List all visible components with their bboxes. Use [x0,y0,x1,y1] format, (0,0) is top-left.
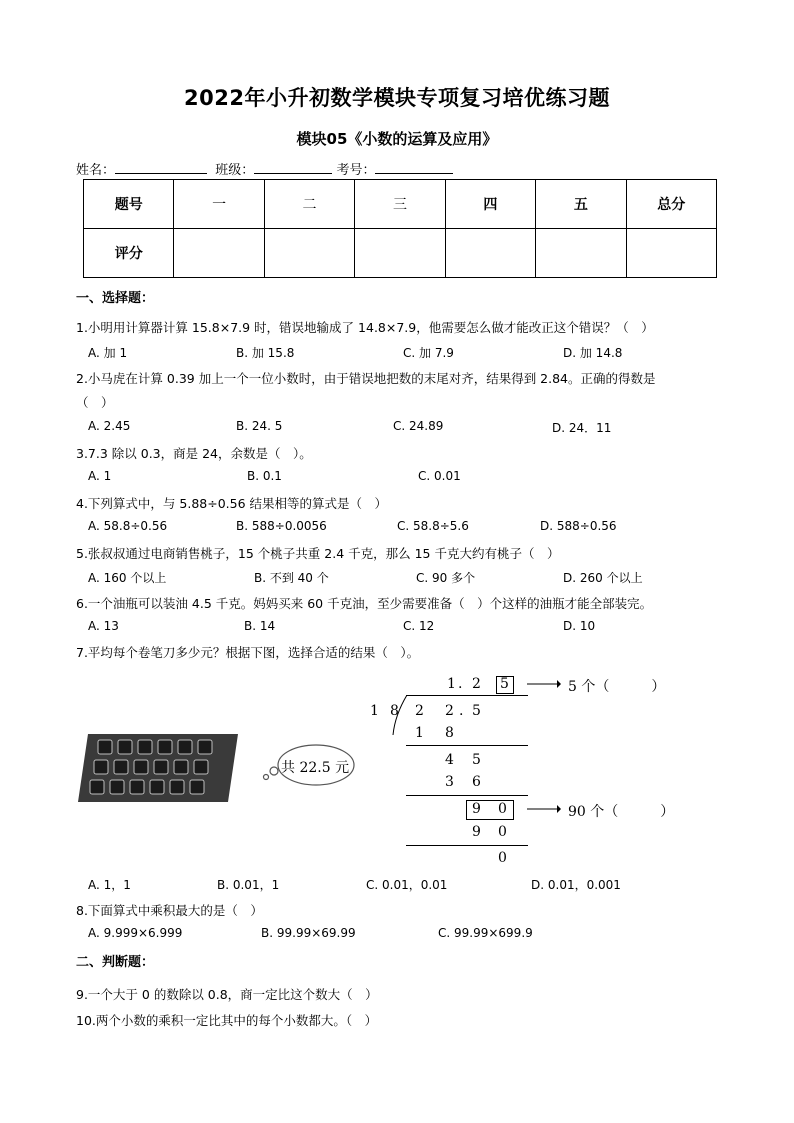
q6-option-a[interactable]: A. 13 [88,619,119,633]
dividend-digit: 5 [472,703,481,719]
division-bar [406,695,528,696]
score-header-cell: 二 [264,180,354,229]
score-table-header-row [84,180,717,229]
score-cell[interactable] [445,229,535,278]
q2-option-b[interactable]: B. 24. 5 [236,419,283,433]
dividend-digit: . [459,703,464,719]
score-cell[interactable] [355,229,445,278]
score-header-cell: 五 [536,180,626,229]
name-label: 姓名： [76,163,116,178]
quotient-digit: 5 [500,676,509,692]
exam-blank[interactable] [375,160,453,174]
step-digit: 9 [472,824,481,840]
q5-option-d[interactable]: D. 260 个以上 [563,571,643,585]
score-header-cell: 一 [174,180,264,229]
question-8: 8.下面算式中乘积最大的是（ ） [76,903,263,918]
score-table-row [84,229,717,278]
question-7: 7.平均每个卷笔刀多少元？根据下图，选择合适的结果（ ）。 [76,645,420,660]
step-digit: 0 [498,824,507,840]
step-digit: 6 [472,774,481,790]
subtract-line [406,845,528,846]
section-choice-title: 一、选择题： [76,291,155,306]
q8-option-a[interactable]: A. 9.999×6.999 [88,926,183,940]
quotient-digit: 2 [472,676,481,692]
q4-option-d[interactable]: D. 588÷0.56 [540,519,617,533]
page-title: 2022年小升初数学模块专项复习培优练习题 [184,86,610,110]
arrow-note-2: 90 个（ ） [568,804,675,820]
subtract-line [406,795,528,796]
q7-option-d[interactable]: D. 0.01，0.001 [531,878,621,892]
step-digit: 1 [415,725,424,741]
score-cell[interactable] [626,229,716,278]
dividend-digit: 2 [415,703,424,719]
question-2: 2.小马虎在计算 0.39 加上一个一位小数时，由于错误地把数的末尾对齐，结果得到 2.84。正确的得数是 [76,371,656,386]
step-digit: 4 [445,752,454,768]
q7-option-a[interactable]: A. 1，1 [88,878,131,892]
q8-option-c[interactable]: C. 99.99×699.9 [438,926,533,940]
student-info [76,159,453,178]
score-table [83,179,717,278]
q1-option-d[interactable]: D. 加 14.8 [563,346,623,360]
section-judgment-title: 二、判断题： [76,955,155,970]
q5-option-c[interactable]: C. 90 多个 [416,571,476,585]
question-4: 4.下列算式中，与 5.88÷0.56 结果相等的算式是（ ） [76,496,388,511]
score-cell[interactable] [174,229,264,278]
score-header-cell: 三 [355,180,445,229]
q8-option-b[interactable]: B. 99.99×69.99 [261,926,356,940]
question-1: 1.小明用计算器计算 15.8×7.9 时，错误地输成了 14.8×7.9，他需要怎么做才能改正这个错误？（ ） [76,320,654,335]
arrow-note-1: 5 个（ ） [568,679,666,695]
q6-option-d[interactable]: D. 10 [563,619,596,633]
page-subtitle: 模块05《小数的运算及应用》 [296,130,498,148]
question-2-cont: （ ） [76,395,114,410]
dividend-digit: 2 [445,703,454,719]
q2-option-a[interactable]: A. 2.45 [88,419,131,433]
step-digit: 8 [445,725,454,741]
q2-option-d[interactable]: D. 24．11 [552,421,612,435]
question-6: 6.一个油瓶可以装油 4.5 千克。妈妈买来 60 千克油，至少需要准备（ ）个这样的油瓶才能全部装完。 [76,596,653,611]
score-header-cell: 四 [445,180,535,229]
quotient-digit: . [458,676,463,692]
q3-option-a[interactable]: A. 1 [88,469,112,483]
step-digit: 5 [472,752,481,768]
q7-option-b[interactable]: B. 0.01，1 [217,878,280,892]
score-header-cell: 总分 [626,180,716,229]
divisor-digit: 8 [390,703,399,719]
q2-option-c[interactable]: C. 24.89 [393,419,444,433]
remainder-digit: 0 [498,850,507,866]
exam-label: 考号： [336,163,376,178]
q1-option-b[interactable]: B. 加 15.8 [236,346,295,360]
step-digit: 3 [445,774,454,790]
question-3: 3.7.3 除以 0.3，商是 24，余数是（ ）。 [76,446,312,461]
question-5: 5.张叔叔通过电商销售桃子，15 个桃子共重 2.4 千克，那么 15 千克大约有桃子（ ） [76,546,560,561]
q4-option-c[interactable]: C. 58.8÷5.6 [397,519,469,533]
judgment-9: 9.一个大于 0 的数除以 0.8，商一定比这个数大（ ） [76,987,378,1002]
q3-option-c[interactable]: C. 0.01 [418,469,461,483]
score-row-label: 评分 [84,229,174,278]
q6-option-b[interactable]: B. 14 [244,619,276,633]
q1-option-a[interactable]: A. 加 1 [88,346,128,360]
name-blank[interactable] [115,160,207,174]
bubble-text: 共 22.5 元 [281,760,350,776]
q5-option-b[interactable]: B. 不到 40 个 [254,571,329,585]
q4-option-b[interactable]: B. 588÷0.0056 [236,519,327,533]
score-cell[interactable] [264,229,354,278]
q3-option-b[interactable]: B. 0.1 [247,469,282,483]
score-header-cell: 题号 [84,180,174,229]
score-cell[interactable] [536,229,626,278]
q5-option-a[interactable]: A. 160 个以上 [88,571,167,585]
subtract-line [406,745,528,746]
q4-option-a[interactable]: A. 58.8÷0.56 [88,519,168,533]
class-blank[interactable] [254,160,332,174]
arrow-icon [527,679,561,689]
q1-option-c[interactable]: C. 加 7.9 [403,346,454,360]
divisor-digit: 1 [370,703,379,719]
arrow-icon [527,804,561,814]
sharpener-tray-image [78,728,248,808]
judgment-10: 10.两个小数的乘积一定比其中的每个小数都大。（ ） [76,1013,378,1028]
q6-option-c[interactable]: C. 12 [403,619,435,633]
step-digit: 9 [472,801,481,817]
quotient-digit: 1 [447,676,456,692]
q7-option-c[interactable]: C. 0.01，0.01 [366,878,448,892]
class-label: 班级： [215,163,255,178]
step-digit: 0 [498,801,507,817]
